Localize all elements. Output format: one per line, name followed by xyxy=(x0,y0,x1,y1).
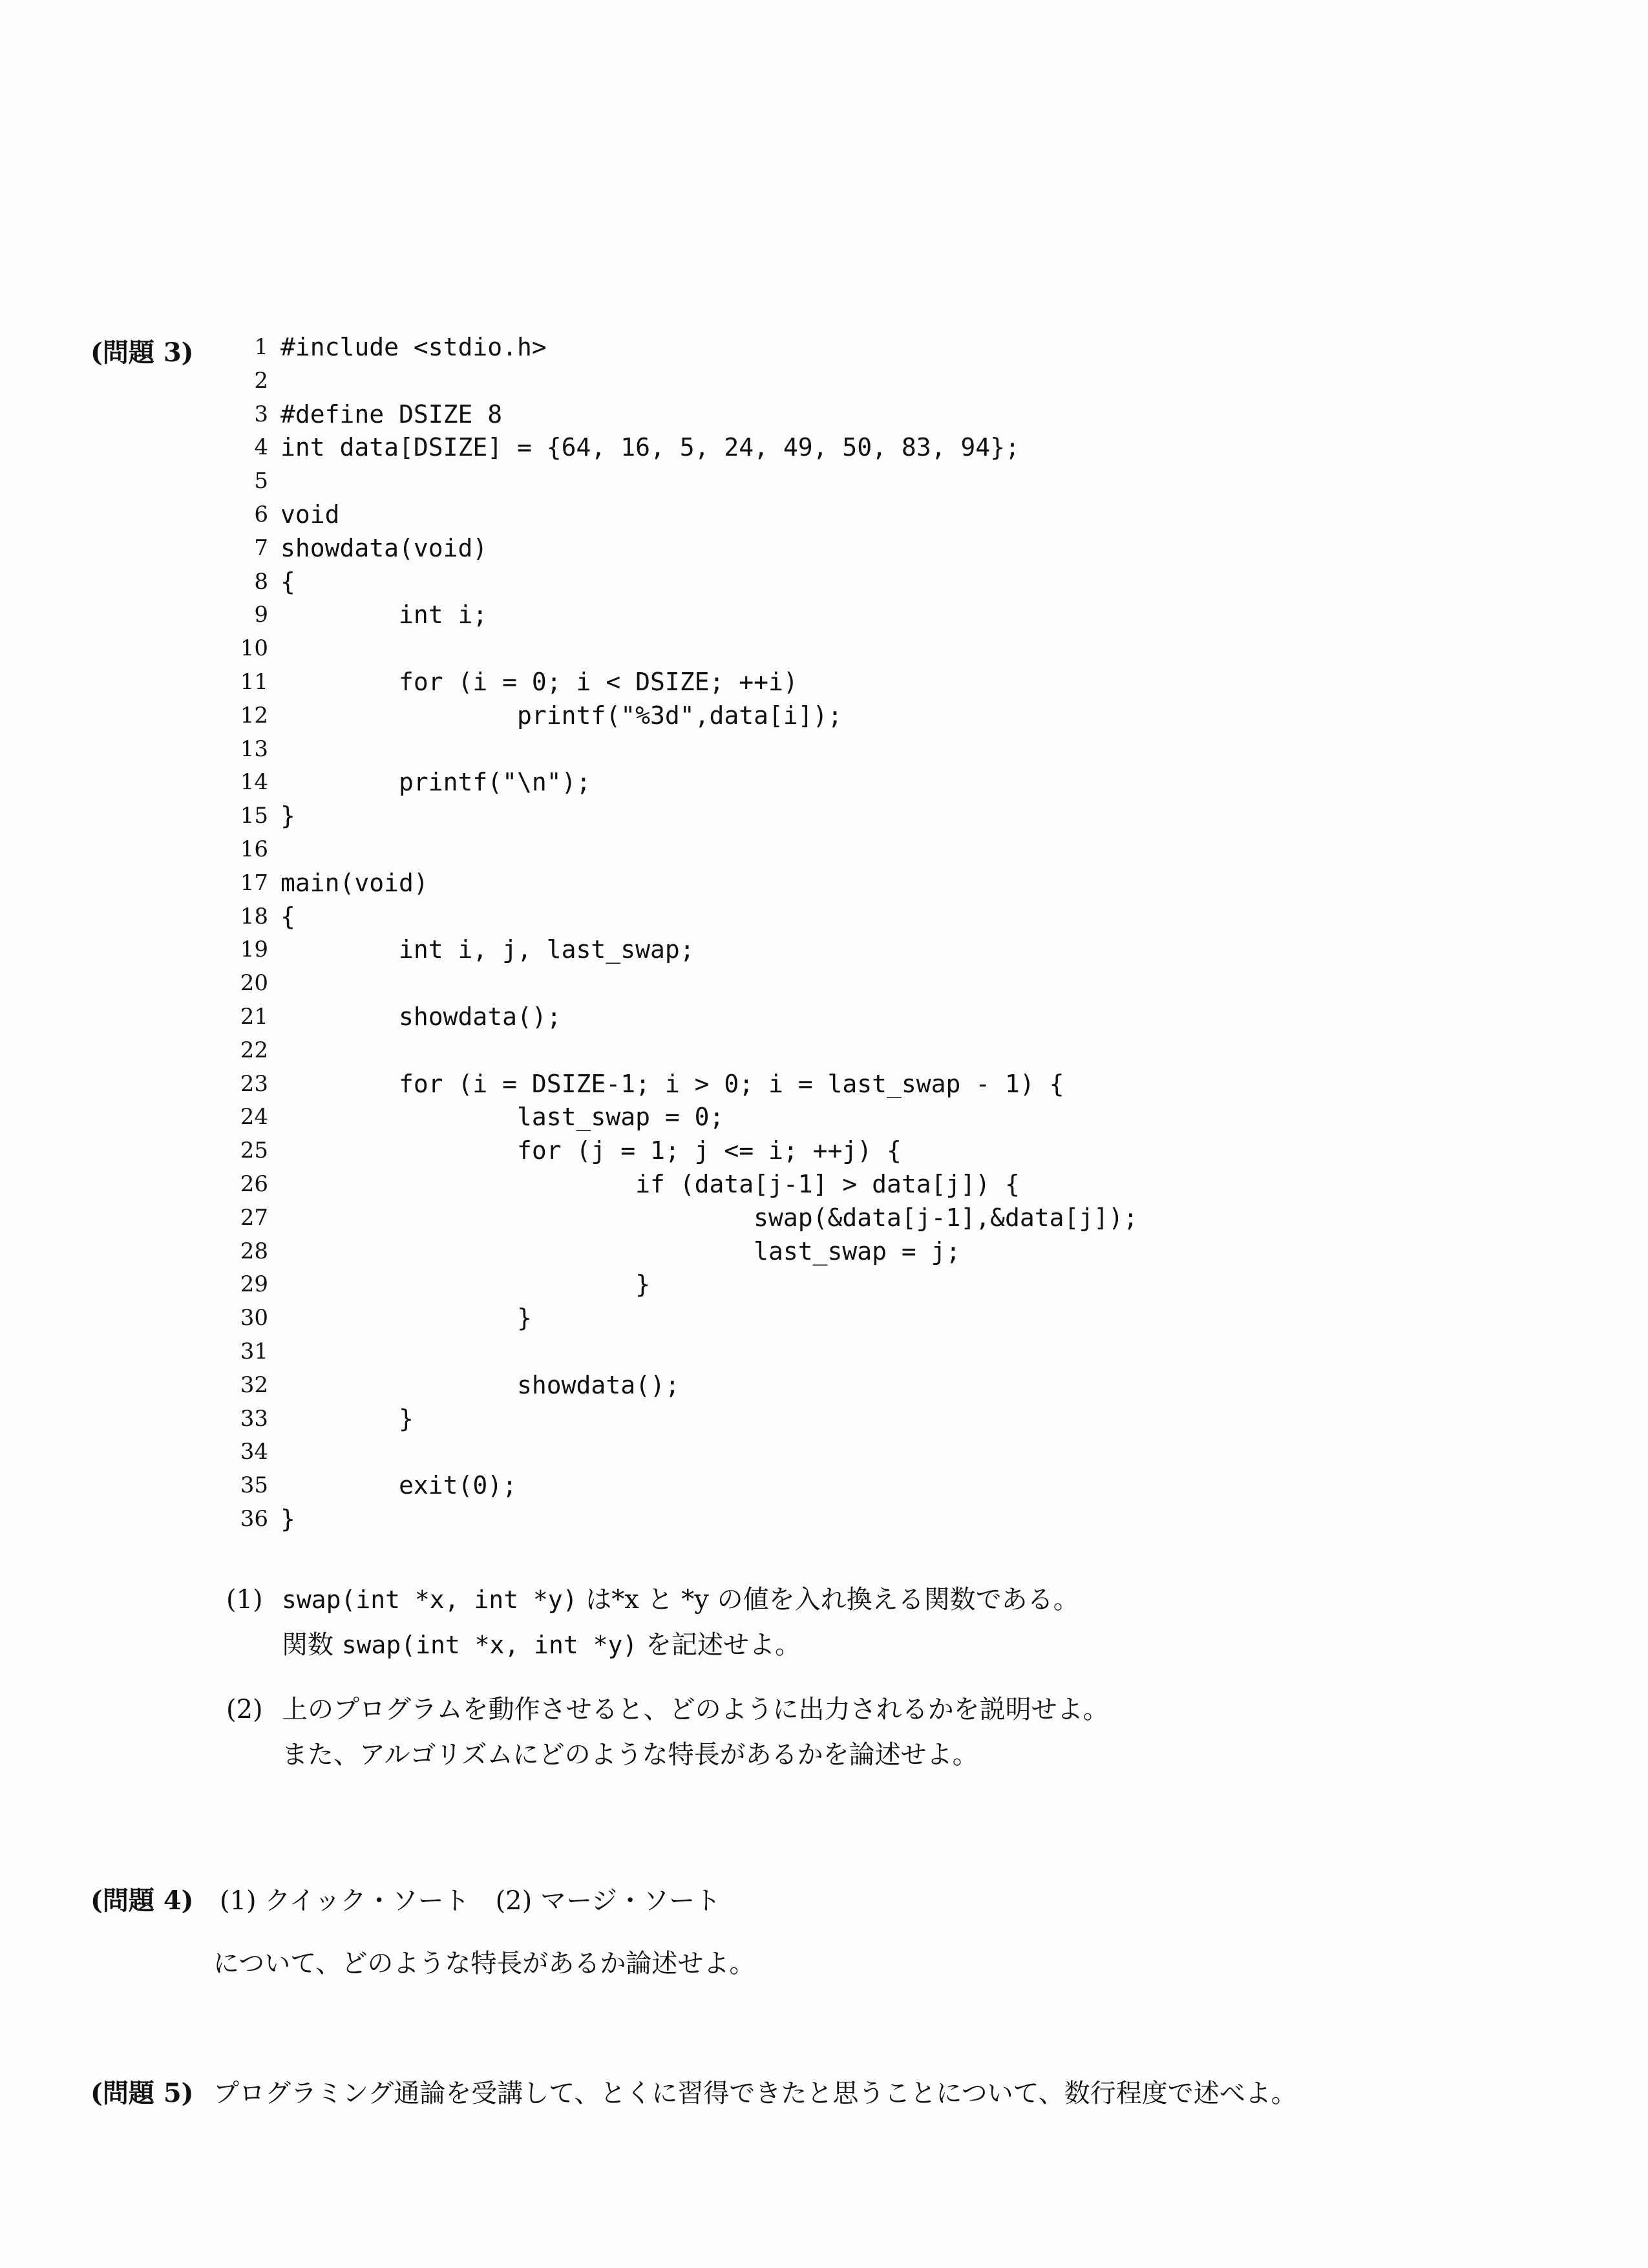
line-number: 27 xyxy=(240,1204,268,1231)
code-line xyxy=(239,666,1273,699)
code-text: { xyxy=(280,902,295,931)
code-text: int i, j, last_swap; xyxy=(280,935,695,964)
code-line xyxy=(239,1235,1273,1269)
code-line xyxy=(239,566,1273,599)
line-number: 25 xyxy=(240,1138,268,1164)
line-number: 2 xyxy=(254,367,268,394)
code-line xyxy=(239,1503,1273,1536)
line-number: 3 xyxy=(254,401,268,427)
code-listing xyxy=(239,331,1273,1536)
line-number: 23 xyxy=(240,1070,268,1097)
line-number: 17 xyxy=(240,869,268,896)
code-text: printf("\n"); xyxy=(280,768,591,797)
code-line xyxy=(239,1101,1273,1134)
code-text: showdata(); xyxy=(280,1370,680,1399)
code-line xyxy=(239,1436,1273,1469)
code-line xyxy=(239,1335,1273,1369)
line-number: 18 xyxy=(240,903,268,929)
code-line xyxy=(239,398,1273,432)
code-line xyxy=(239,1001,1273,1034)
code-text: } xyxy=(280,1504,295,1533)
question-1-line-2: 関数 swap(int *x, int *y) を記述せよ。 xyxy=(282,1630,801,1660)
code-line xyxy=(239,1168,1273,1202)
code-text: } xyxy=(280,1270,650,1299)
line-number: 8 xyxy=(254,568,268,595)
code-line xyxy=(239,1369,1273,1403)
line-number: 5 xyxy=(254,468,268,494)
code-text: #include <stdio.h> xyxy=(280,333,547,361)
code-text: for (i = 0; i < DSIZE; ++i) xyxy=(280,667,798,696)
code-line xyxy=(239,365,1273,398)
problem-4-line-1: (1) クイック・ソート (2) マージ・ソート xyxy=(220,1886,721,1916)
code-line xyxy=(239,1469,1273,1503)
code-line xyxy=(239,733,1273,767)
line-number: 11 xyxy=(240,668,268,695)
line-number: 36 xyxy=(240,1505,268,1532)
line-number: 10 xyxy=(240,635,268,662)
code-line xyxy=(239,800,1273,833)
line-number: 16 xyxy=(240,836,268,862)
code-text: for (j = 1; j <= i; ++j) { xyxy=(280,1136,902,1165)
line-number: 31 xyxy=(240,1338,268,1364)
line-number: 26 xyxy=(240,1171,268,1197)
code-line xyxy=(239,1268,1273,1302)
problem-4-label: (問題 4) xyxy=(90,1885,194,1916)
code-text: #define DSIZE 8 xyxy=(280,399,503,429)
code-text: main(void) xyxy=(280,868,428,897)
code-line xyxy=(239,766,1273,800)
line-number: 24 xyxy=(240,1104,268,1130)
problem-3-label: (問題 3) xyxy=(90,337,194,368)
code-line xyxy=(239,867,1273,900)
line-number: 13 xyxy=(240,736,268,762)
code-text: } xyxy=(280,1304,532,1333)
line-number: 21 xyxy=(240,1003,268,1030)
code-line xyxy=(239,1034,1273,1068)
code-text: for (i = DSIZE-1; i > 0; i = last_swap - 1) { xyxy=(280,1069,1064,1098)
code-line xyxy=(239,498,1273,532)
question-number: (1) xyxy=(226,1585,263,1615)
code-line xyxy=(239,331,1273,365)
code-text: exit(0); xyxy=(280,1471,518,1500)
question-number: (2) xyxy=(226,1695,263,1724)
code-line xyxy=(239,431,1273,465)
code-line xyxy=(239,532,1273,566)
code-text: int i; xyxy=(280,600,488,630)
problem-3-question-1 xyxy=(226,1577,1389,1668)
line-number: 15 xyxy=(240,803,268,829)
code-text: last_swap = j; xyxy=(280,1236,961,1266)
line-number: 34 xyxy=(240,1439,268,1465)
code-text: if (data[j-1] > data[j]) { xyxy=(280,1169,1020,1198)
line-number: 22 xyxy=(240,1037,268,1063)
line-number: 6 xyxy=(254,501,268,527)
code-text: showdata(); xyxy=(280,1002,562,1031)
code-text: int data[DSIZE] = {64, 16, 5, 24, 49, 50, 83, 94}; xyxy=(280,433,1020,462)
code-line xyxy=(239,699,1273,733)
line-number: 4 xyxy=(254,434,268,461)
line-number: 1 xyxy=(254,334,268,360)
line-number: 29 xyxy=(240,1271,268,1298)
code-line xyxy=(239,1134,1273,1168)
problem-4-line-2: について、どのような特長があるか論述せよ。 xyxy=(213,1949,755,1978)
problem-5-text: プログラミング通論を受講して、とくに習得できたと思うことについて、数行程度で述べよ。 xyxy=(213,2079,1297,2108)
code-line xyxy=(239,967,1273,1001)
code-line xyxy=(239,1202,1273,1235)
code-line xyxy=(239,933,1273,967)
code-line xyxy=(239,1403,1273,1436)
code-line xyxy=(239,599,1273,632)
code-text: { xyxy=(280,567,295,596)
question-2-line-1: 上のプログラムを動作させると、どのように出力されるかを説明せよ。 xyxy=(282,1695,1109,1724)
code-line xyxy=(239,900,1273,934)
line-number: 14 xyxy=(240,769,268,796)
line-number: 30 xyxy=(240,1305,268,1331)
code-text: void xyxy=(280,500,340,529)
code-text: } xyxy=(280,1404,414,1433)
line-number: 12 xyxy=(240,702,268,728)
code-line xyxy=(239,833,1273,867)
code-line xyxy=(239,465,1273,498)
line-number: 35 xyxy=(240,1472,268,1499)
code-text: swap(&data[j-1],&data[j]); xyxy=(280,1203,1138,1232)
question-2-line-2: また、アルゴリズムにどのような特長があるかを論述せよ。 xyxy=(282,1740,978,1770)
code-text: } xyxy=(280,801,295,831)
line-number: 9 xyxy=(254,602,268,628)
problem-5-label: (問題 5) xyxy=(90,2078,194,2108)
line-number: 28 xyxy=(240,1238,268,1264)
code-line xyxy=(239,632,1273,666)
line-number: 33 xyxy=(240,1405,268,1432)
line-number: 19 xyxy=(240,937,268,963)
code-text: printf("%3d",data[i]); xyxy=(280,701,843,730)
line-number: 32 xyxy=(240,1372,268,1398)
line-number: 7 xyxy=(254,535,268,561)
code-line xyxy=(239,1302,1273,1335)
code-line xyxy=(239,1068,1273,1101)
problem-3-question-2 xyxy=(226,1687,1389,1777)
code-text: last_swap = 0; xyxy=(280,1103,724,1132)
question-1-line-1: swap(int *x, int *y) は*x と *y の値を入れ換える関数である。 xyxy=(282,1585,1079,1615)
code-text: showdata(void) xyxy=(280,533,488,562)
line-number: 20 xyxy=(240,970,268,997)
